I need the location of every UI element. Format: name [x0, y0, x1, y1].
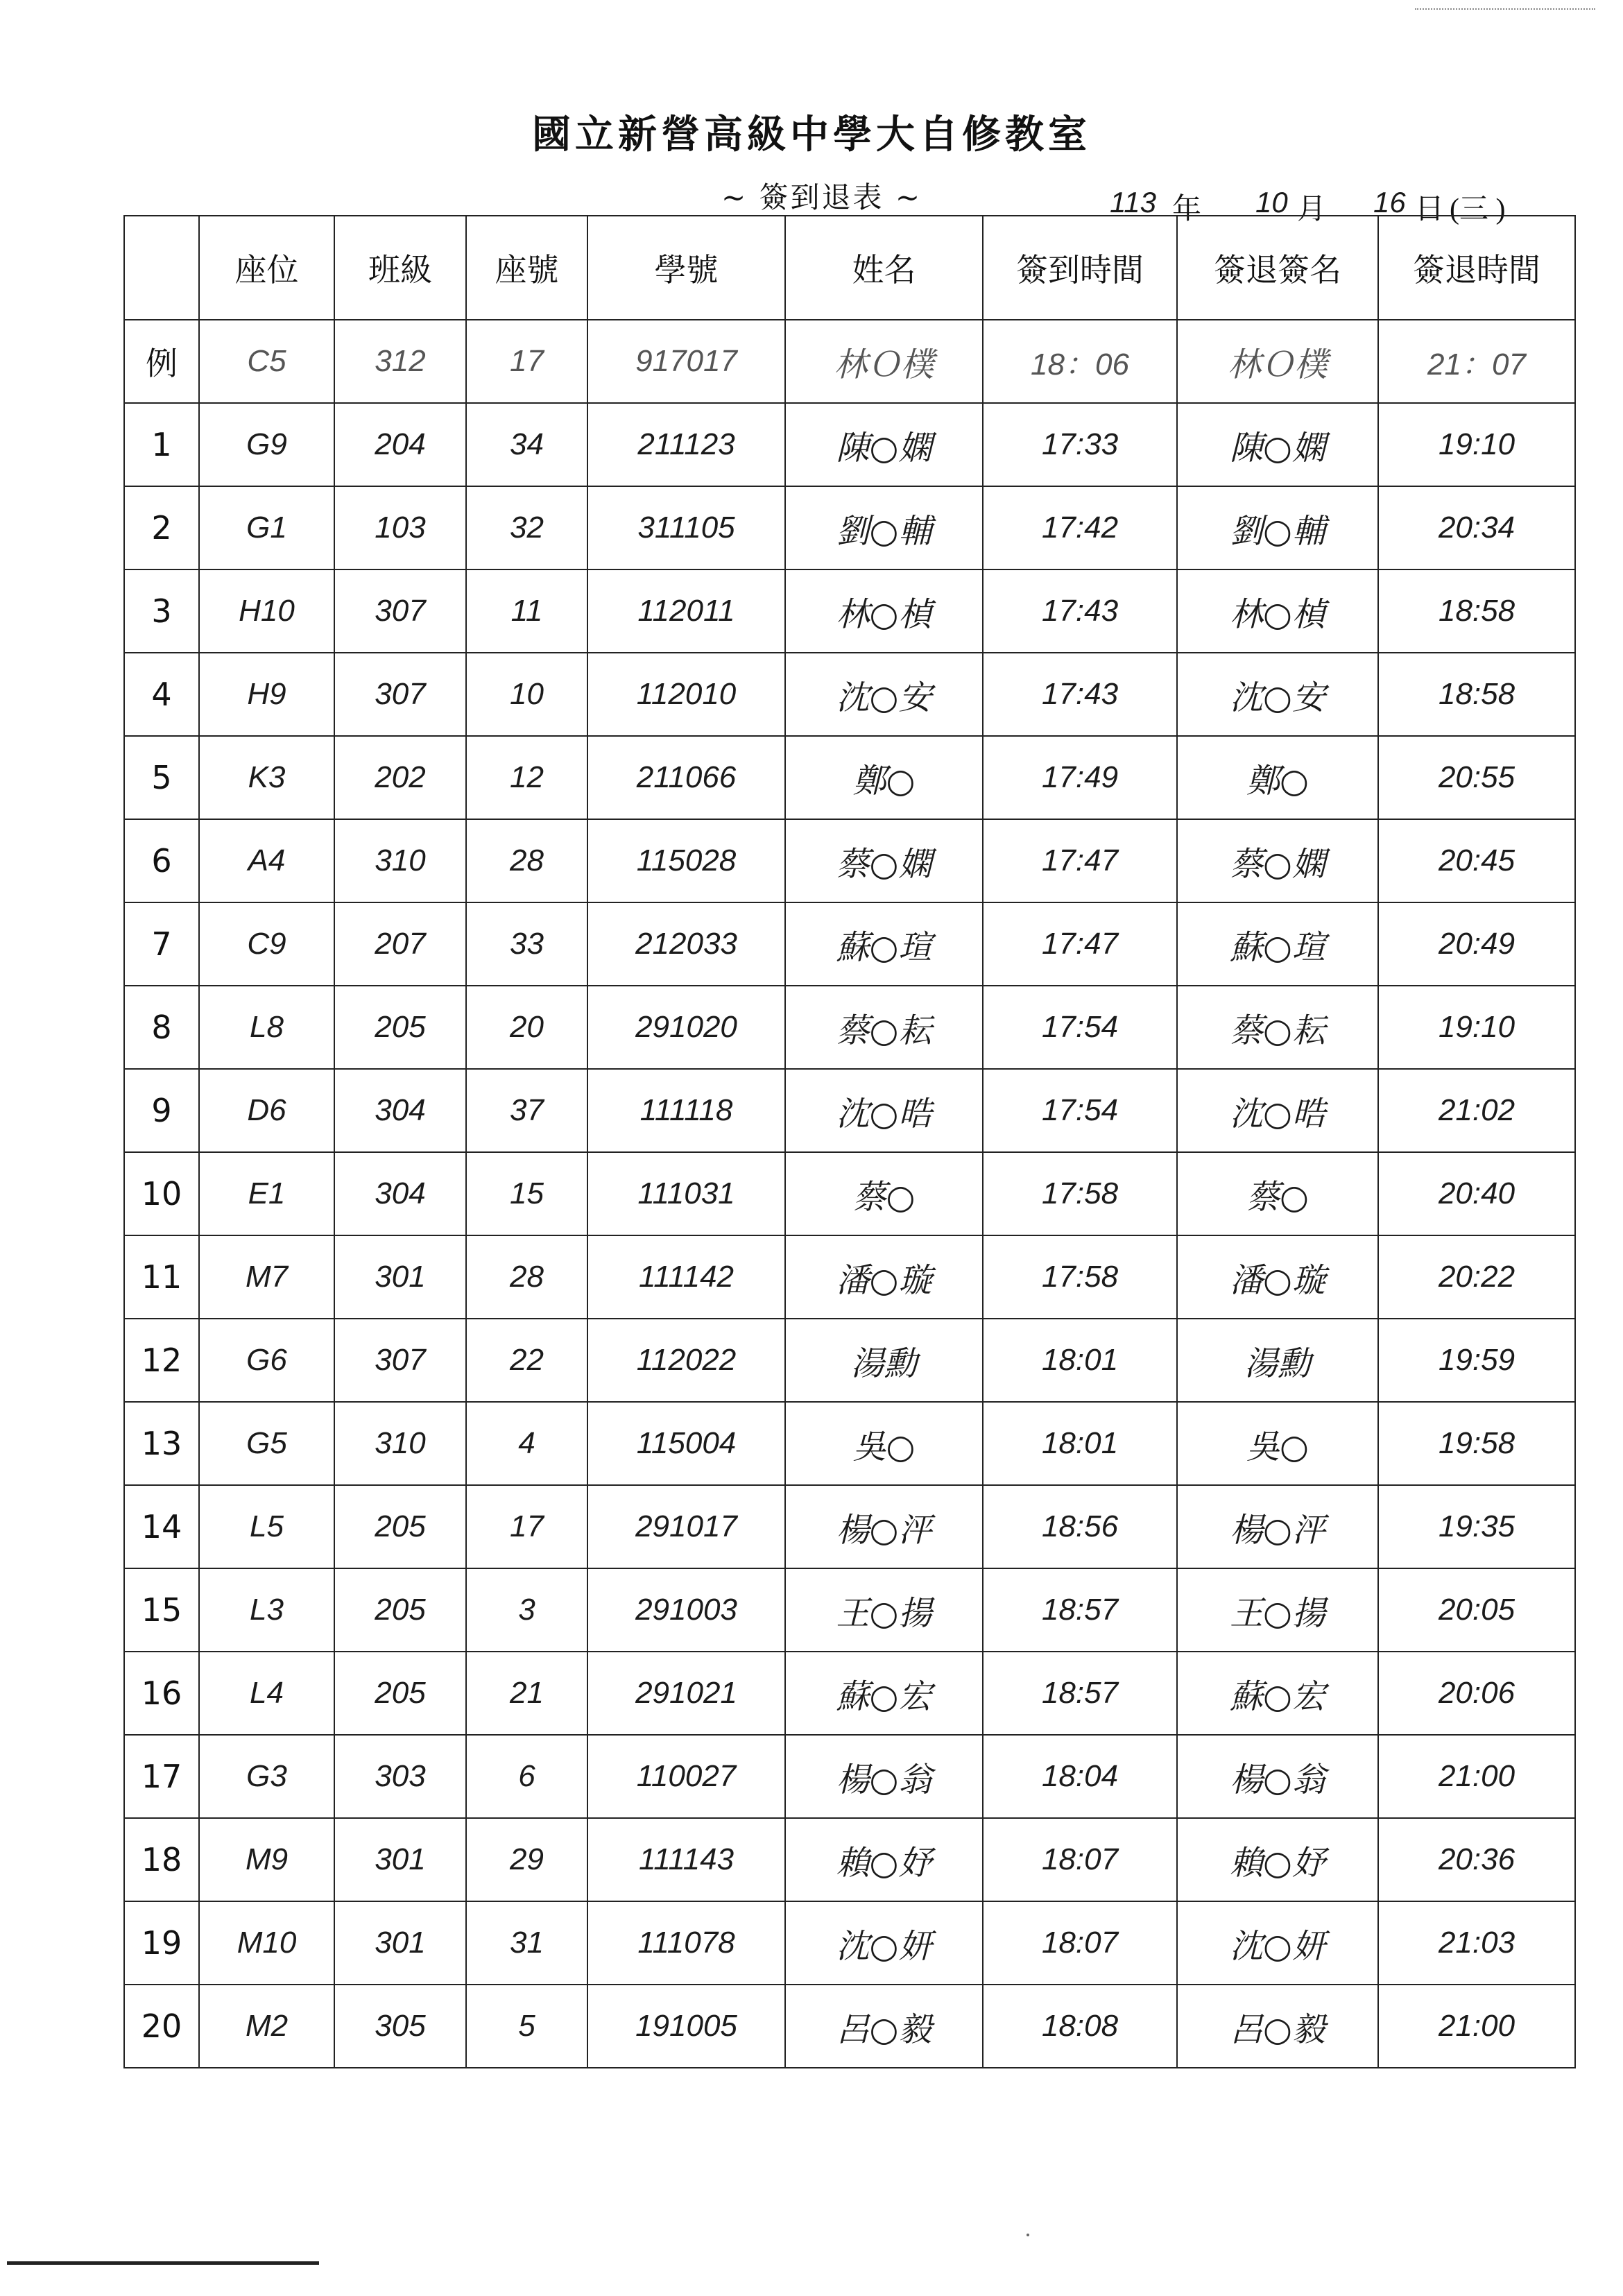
signout-signature-cell: 劉○輔 [1177, 486, 1378, 569]
name-cell: 沈○妍 [785, 1901, 983, 1985]
seat-number-cell: 17 [466, 320, 587, 403]
seat-cell: G1 [199, 486, 334, 569]
seat-number-cell: 31 [466, 1901, 587, 1985]
row-number: 2 [124, 486, 199, 569]
seat-cell: M9 [199, 1818, 334, 1901]
checkin-time-cell: 17:58 [983, 1152, 1177, 1235]
student-id-cell: 112010 [587, 653, 785, 736]
signout-signature-cell: 王○揚 [1177, 1568, 1378, 1652]
scan-artifact-dot [1027, 2234, 1029, 2236]
checkin-time-cell: 18:04 [983, 1735, 1177, 1818]
row-number: 14 [124, 1485, 199, 1568]
class-cell: 310 [334, 1402, 466, 1485]
seat-number-cell: 4 [466, 1402, 587, 1485]
table-row [124, 1652, 1575, 1735]
row-number: 12 [124, 1319, 199, 1402]
row-number: 17 [124, 1735, 199, 1818]
name-cell: 蘇○瑄 [785, 902, 983, 986]
checkin-time-cell: 17:49 [983, 736, 1177, 819]
checkout-time-cell: 19:10 [1378, 986, 1575, 1069]
row-number: 18 [124, 1818, 199, 1901]
checkout-time-cell: 21:00 [1378, 1985, 1575, 2068]
scan-artifact-bottom [7, 2261, 319, 2265]
student-id-cell: 191005 [587, 1985, 785, 2068]
signout-signature-cell: 林Ｏ樸 [1177, 320, 1378, 403]
seat-number-cell: 21 [466, 1652, 587, 1735]
table-row [124, 1235, 1575, 1319]
seat-cell: G9 [199, 403, 334, 486]
table-row [124, 736, 1575, 819]
signout-signature-cell: 沈○晧 [1177, 1069, 1378, 1152]
checkin-time-cell: 17:54 [983, 1069, 1177, 1152]
signout-signature-cell: 鄭○ [1177, 736, 1378, 819]
checkin-time-cell: 18：06 [983, 320, 1177, 403]
signout-signature-cell: 蘇○宏 [1177, 1652, 1378, 1735]
checkin-time-cell: 18:01 [983, 1319, 1177, 1402]
table-row [124, 403, 1575, 486]
checkin-time-cell: 17:47 [983, 819, 1177, 902]
checkout-time-cell: 20:40 [1378, 1152, 1575, 1235]
signout-signature-cell: 楊○泙 [1177, 1485, 1378, 1568]
scan-artifact-top [1415, 8, 1595, 12]
seat-cell: L3 [199, 1568, 334, 1652]
student-id-cell: 115004 [587, 1402, 785, 1485]
row-number: 9 [124, 1069, 199, 1152]
seat-number-cell: 17 [466, 1485, 587, 1568]
checkout-time-cell: 19:58 [1378, 1402, 1575, 1485]
student-id-cell: 211123 [587, 403, 785, 486]
table-row [124, 986, 1575, 1069]
checkin-time-cell: 17:42 [983, 486, 1177, 569]
checkin-time-cell: 18:56 [983, 1485, 1177, 1568]
name-cell: 呂○毅 [785, 1985, 983, 2068]
seat-number-cell: 10 [466, 653, 587, 736]
name-cell: 楊○泙 [785, 1485, 983, 1568]
column-header-student-id: 學號 [587, 216, 785, 320]
checkout-time-cell: 20:36 [1378, 1818, 1575, 1901]
seat-number-cell: 32 [466, 486, 587, 569]
row-number: 10 [124, 1152, 199, 1235]
signout-signature-cell: 吳○ [1177, 1402, 1378, 1485]
form-subtitle: ~ 簽到退表 ~ [721, 180, 922, 214]
table-row [124, 1485, 1575, 1568]
name-cell: 蔡○嫻 [785, 819, 983, 902]
checkin-time-cell: 17:43 [983, 569, 1177, 653]
class-cell: 103 [334, 486, 466, 569]
table-row [124, 1568, 1575, 1652]
seat-number-cell: 5 [466, 1985, 587, 2068]
checkin-time-cell: 17:43 [983, 653, 1177, 736]
class-cell: 205 [334, 1485, 466, 1568]
student-id-cell: 111031 [587, 1152, 785, 1235]
checkout-time-cell: 21:03 [1378, 1901, 1575, 1985]
row-number: 20 [124, 1985, 199, 2068]
checkin-time-cell: 18:07 [983, 1818, 1177, 1901]
checkin-time-cell: 18:08 [983, 1985, 1177, 2068]
checkin-time-cell: 17:33 [983, 403, 1177, 486]
name-cell: 沈○安 [785, 653, 983, 736]
signout-signature-cell: 楊○翁 [1177, 1735, 1378, 1818]
seat-number-cell: 12 [466, 736, 587, 819]
date-weekday: (三 ) [1450, 194, 1506, 225]
student-id-cell: 111143 [587, 1818, 785, 1901]
class-cell: 204 [334, 403, 466, 486]
row-number: 1 [124, 403, 199, 486]
row-number: 6 [124, 819, 199, 902]
seat-number-cell: 33 [466, 902, 587, 986]
seat-number-cell: 29 [466, 1818, 587, 1901]
name-cell: 蔡○耘 [785, 986, 983, 1069]
name-cell: 王○揚 [785, 1568, 983, 1652]
seat-cell: L5 [199, 1485, 334, 1568]
table-row [124, 1735, 1575, 1818]
table-row [124, 1319, 1575, 1402]
row-number: 19 [124, 1901, 199, 1985]
table-row [124, 902, 1575, 986]
checkin-time-cell: 17:47 [983, 902, 1177, 986]
table-row [124, 653, 1575, 736]
signout-signature-cell: 林○楨 [1177, 569, 1378, 653]
row-number: 7 [124, 902, 199, 986]
seat-number-cell: 37 [466, 1069, 587, 1152]
checkin-time-cell: 18:01 [983, 1402, 1177, 1485]
row-number: 4 [124, 653, 199, 736]
signout-signature-cell: 蘇○瑄 [1177, 902, 1378, 986]
seat-number-cell: 20 [466, 986, 587, 1069]
class-cell: 310 [334, 819, 466, 902]
class-cell: 301 [334, 1818, 466, 1901]
name-cell: 林○楨 [785, 569, 983, 653]
name-cell: 沈○晧 [785, 1069, 983, 1152]
checkout-time-cell: 18:58 [1378, 569, 1575, 653]
seat-cell: G6 [199, 1319, 334, 1402]
class-cell: 202 [334, 736, 466, 819]
class-cell: 307 [334, 653, 466, 736]
checkout-time-cell: 20:55 [1378, 736, 1575, 819]
seat-number-cell: 15 [466, 1152, 587, 1235]
name-cell: 湯勳 [785, 1319, 983, 1402]
row-number: 16 [124, 1652, 199, 1735]
date-day-unit: 日 [1415, 194, 1445, 225]
seat-cell: C9 [199, 902, 334, 986]
signout-signature-cell: 蔡○耘 [1177, 986, 1378, 1069]
student-id-cell: 917017 [587, 320, 785, 403]
table-header-row [124, 216, 1575, 320]
student-id-cell: 111142 [587, 1235, 785, 1319]
checkin-time-cell: 18:57 [983, 1652, 1177, 1735]
checkout-time-cell: 19:10 [1378, 403, 1575, 486]
seat-cell: A4 [199, 819, 334, 902]
table-row [124, 569, 1575, 653]
page-title: 國立新營高級中學大自修教室 [532, 112, 1091, 157]
seat-cell: M7 [199, 1235, 334, 1319]
column-header-signout-signature: 簽退簽名 [1177, 216, 1378, 320]
seat-cell: M2 [199, 1985, 334, 2068]
name-cell: 林Ｏ樸 [785, 320, 983, 403]
seat-number-cell: 11 [466, 569, 587, 653]
seat-number-cell: 6 [466, 1735, 587, 1818]
table-row [124, 486, 1575, 569]
student-id-cell: 291003 [587, 1568, 785, 1652]
class-cell: 303 [334, 1735, 466, 1818]
signout-signature-cell: 沈○妍 [1177, 1901, 1378, 1985]
checkout-time-cell: 20:06 [1378, 1652, 1575, 1735]
checkout-time-cell: 21:00 [1378, 1735, 1575, 1818]
column-header-class: 班級 [334, 216, 466, 320]
seat-number-cell: 28 [466, 819, 587, 902]
class-cell: 205 [334, 1652, 466, 1735]
checkout-time-cell: 20:22 [1378, 1235, 1575, 1319]
seat-number-cell: 22 [466, 1319, 587, 1402]
class-cell: 307 [334, 1319, 466, 1402]
seat-cell: L8 [199, 986, 334, 1069]
class-cell: 304 [334, 1069, 466, 1152]
table-row [124, 1069, 1575, 1152]
class-cell: 207 [334, 902, 466, 986]
student-id-cell: 291021 [587, 1652, 785, 1735]
row-number: 8 [124, 986, 199, 1069]
seat-cell: M10 [199, 1901, 334, 1985]
checkout-time-cell: 21:02 [1378, 1069, 1575, 1152]
student-id-cell: 110027 [587, 1735, 785, 1818]
row-number: 例 [124, 320, 199, 403]
student-id-cell: 291020 [587, 986, 785, 1069]
seat-cell: K3 [199, 736, 334, 819]
row-number: 3 [124, 569, 199, 653]
checkout-time-cell: 18:58 [1378, 653, 1575, 736]
class-cell: 205 [334, 1568, 466, 1652]
date-year: 113 [1110, 186, 1156, 219]
class-cell: 307 [334, 569, 466, 653]
signout-signature-cell: 蔡○ [1177, 1152, 1378, 1235]
signout-signature-cell: 湯勳 [1177, 1319, 1378, 1402]
column-header-checkout-time: 簽退時間 [1378, 216, 1575, 320]
seat-cell: G5 [199, 1402, 334, 1485]
example-row [124, 320, 1575, 403]
checkin-time-cell: 17:54 [983, 986, 1177, 1069]
student-id-cell: 115028 [587, 819, 785, 902]
class-cell: 304 [334, 1152, 466, 1235]
name-cell: 劉○輔 [785, 486, 983, 569]
student-id-cell: 311105 [587, 486, 785, 569]
name-cell: 楊○翁 [785, 1735, 983, 1818]
checkout-time-cell: 19:35 [1378, 1485, 1575, 1568]
date-month-unit: 月 [1297, 194, 1327, 225]
class-cell: 205 [334, 986, 466, 1069]
name-cell: 鄭○ [785, 736, 983, 819]
checkout-time-cell: 21：07 [1378, 320, 1575, 403]
checkout-time-cell: 20:45 [1378, 819, 1575, 902]
table-row [124, 819, 1575, 902]
signout-signature-cell: 陳○嫻 [1177, 403, 1378, 486]
student-id-cell: 291017 [587, 1485, 785, 1568]
student-id-cell: 111118 [587, 1069, 785, 1152]
checkin-time-cell: 17:58 [983, 1235, 1177, 1319]
checkout-time-cell: 20:34 [1378, 486, 1575, 569]
row-number: 11 [124, 1235, 199, 1319]
signout-signature-cell: 潘○璇 [1177, 1235, 1378, 1319]
seat-number-cell: 28 [466, 1235, 587, 1319]
seat-cell: E1 [199, 1152, 334, 1235]
seat-cell: H9 [199, 653, 334, 736]
table-row [124, 1152, 1575, 1235]
seat-cell: D6 [199, 1069, 334, 1152]
student-id-cell: 111078 [587, 1901, 785, 1985]
date-month: 10 [1255, 186, 1288, 219]
signout-signature-cell: 呂○毅 [1177, 1985, 1378, 2068]
seat-cell: L4 [199, 1652, 334, 1735]
seat-cell: G3 [199, 1735, 334, 1818]
class-cell: 301 [334, 1901, 466, 1985]
table-row [124, 1985, 1575, 2068]
seat-number-cell: 34 [466, 403, 587, 486]
table-row [124, 1402, 1575, 1485]
signout-signature-cell: 沈○安 [1177, 653, 1378, 736]
student-id-cell: 212033 [587, 902, 785, 986]
column-header-seat: 座位 [199, 216, 334, 320]
name-cell: 陳○嫻 [785, 403, 983, 486]
row-number: 13 [124, 1402, 199, 1485]
column-header-seat-number: 座號 [466, 216, 587, 320]
column-header-name: 姓名 [785, 216, 983, 320]
student-id-cell: 112022 [587, 1319, 785, 1402]
row-number: 15 [124, 1568, 199, 1652]
name-cell: 蔡○ [785, 1152, 983, 1235]
date-day: 16 [1373, 186, 1406, 219]
class-cell: 305 [334, 1985, 466, 2068]
signout-signature-cell: 賴○妤 [1177, 1818, 1378, 1901]
row-number: 5 [124, 736, 199, 819]
checkin-time-cell: 18:07 [983, 1901, 1177, 1985]
checkout-time-cell: 20:49 [1378, 902, 1575, 986]
table-row [124, 1818, 1575, 1901]
name-cell: 賴○妤 [785, 1818, 983, 1901]
signout-signature-cell: 蔡○嫻 [1177, 819, 1378, 902]
column-header-checkin-time: 簽到時間 [983, 216, 1177, 320]
name-cell: 吳○ [785, 1402, 983, 1485]
date-year-unit: 年 [1172, 194, 1202, 225]
name-cell: 蘇○宏 [785, 1652, 983, 1735]
checkout-time-cell: 19:59 [1378, 1319, 1575, 1402]
seat-cell: H10 [199, 569, 334, 653]
checkin-time-cell: 18:57 [983, 1568, 1177, 1652]
table-body [124, 320, 1575, 2068]
student-id-cell: 211066 [587, 736, 785, 819]
column-header-index [124, 216, 199, 320]
signin-table [123, 215, 1576, 2068]
checkout-time-cell: 20:05 [1378, 1568, 1575, 1652]
student-id-cell: 112011 [587, 569, 785, 653]
table-row [124, 1901, 1575, 1985]
class-cell: 312 [334, 320, 466, 403]
class-cell: 301 [334, 1235, 466, 1319]
seat-cell: C5 [199, 320, 334, 403]
name-cell: 潘○璇 [785, 1235, 983, 1319]
seat-number-cell: 3 [466, 1568, 587, 1652]
